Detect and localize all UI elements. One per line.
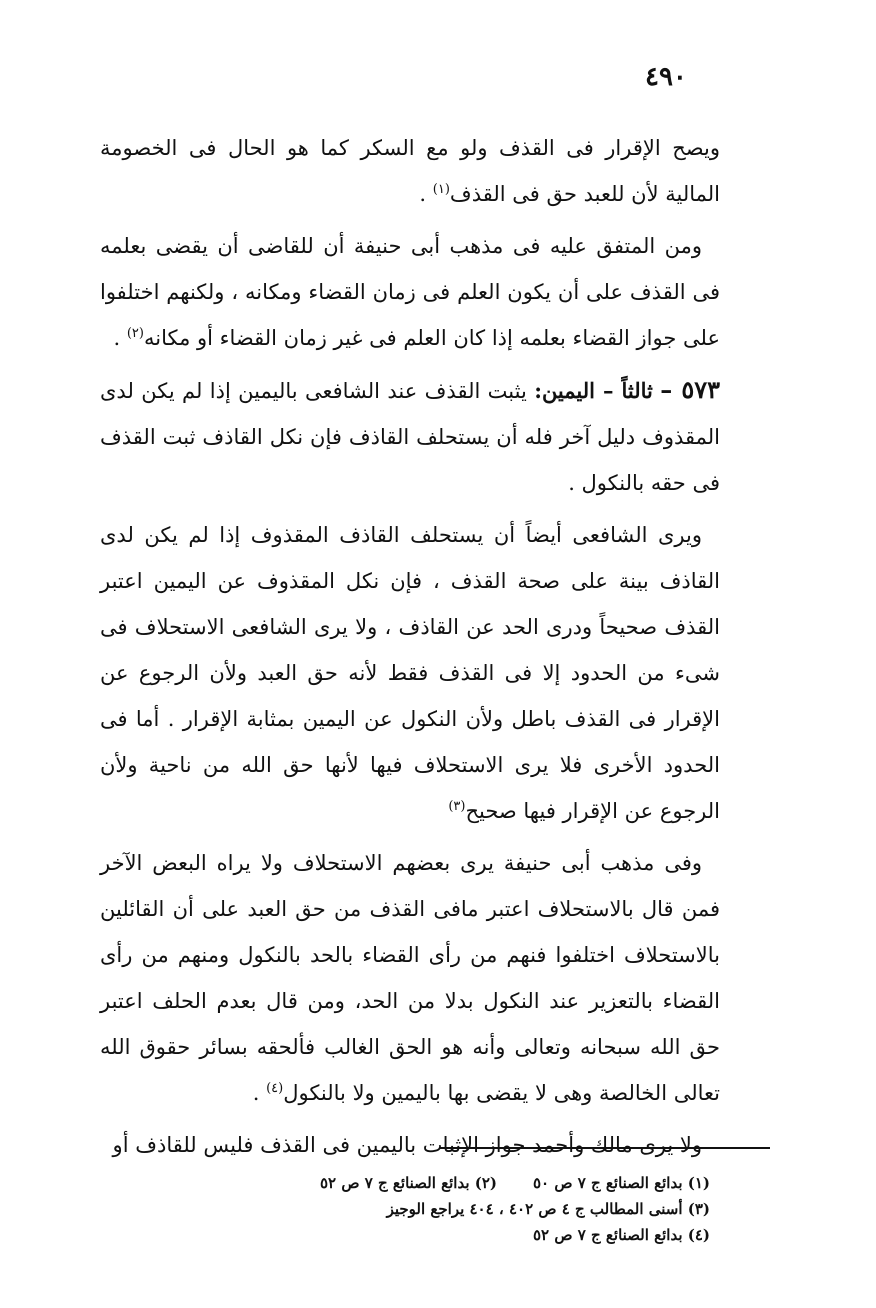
footnote-ref: (٣)	[448, 799, 466, 814]
paragraph-2	[100, 223, 720, 361]
paragraph-text: وفى مذهب أبى حنيفة يرى بعضهم الاستحلاف ولا يراه البعض الآخر فمن قال بالاستحلاف اعتبر مافى القذف من حق العبد على أن القائلين بالاستحلاف اختلفوا فنهم من رأى القضاء بالحد بالنكول ومنهم من رأى القضاء بالتعزير عند النكول بدلا من الحد، ومن قال بعدم الحلف اعتبر حق الله سبحانه وتعالى وأنه هو الحق الغالب فألحقه بسائر حقوق الله تعالى الخالصة وهى لا يقضى بها باليمين ولا بالنكول	[100, 851, 720, 1105]
paragraph-6	[100, 1122, 720, 1168]
paragraph-text: يثبت القذف عند الشافعى باليمين إذا لم يكن لدى المقذوف دليل آخر فله أن يستحلف القاذف فإن نكل القاذف ثبت القذف فى حقه بالنكول .	[100, 379, 720, 495]
footnote-2: (٢) بدائع الصنائع ج ٧ ص ٥٢	[320, 1174, 497, 1192]
paragraph-1	[100, 125, 720, 217]
footnote-ref: (١)	[432, 182, 450, 197]
paragraph-text: ويصح الإقرار فى القذف ولو مع السكر كما هو الحال فى الخصومة المالية لأن للعبد حق فى القذف	[100, 136, 720, 206]
paragraph-text: ومن المتفق عليه فى مذهب أبى حنيفة أن للقاضى أن يقضى بعلمه فى القذف على أن يكون العلم فى زمان القضاء ومكانه ، ولكنهم اختلفوا على جواز القضاء بعلمه إذا كان العلم فى غير زمان القضاء أو مكانه	[100, 234, 720, 350]
paragraph-4	[100, 512, 720, 834]
footnote-ref: (٤)	[266, 1081, 284, 1096]
footnotes	[200, 1170, 710, 1248]
footnote-line-1	[200, 1170, 710, 1196]
footnote-1: (١) بدائع الصنائع ج ٧ ص ٥٠	[533, 1174, 710, 1192]
page-number: ٤٩٠	[645, 62, 687, 92]
footnote-divider	[440, 1147, 770, 1149]
paragraph-text: ويرى الشافعى أيضاً أن يستحلف القاذف المقذوف إذا لم يكن لدى القاذف بينة على صحة القذف ، فإن نكل المقذوف عن اليمين اعتبر القذف صحيحاً ودرى الحد عن القاذف ، ولا يرى الشافعى الاستحلاف فى شىء من الحدود إلا فى القذف فقط لأنه حق العبد ولأن الرجوع عن الإقرار فى القذف باطل ولأن النكول عن اليمين بمثابة الإقرار . أما فى الحدود الأخرى فلا يرى الاستحلاف فيها لأنها حق الله من ناحية ولأن الرجوع عن الإقرار فيها صحيح	[100, 523, 720, 823]
paragraph-5	[100, 840, 720, 1116]
footnote-4: (٤) بدائع الصنائع ج ٧ ص ٥٢	[533, 1226, 710, 1244]
paragraph-text: ولا يرى مالك وأحمد جواز الإثبات باليمين فى القذف فليس للقاذف أو	[112, 1133, 702, 1157]
paragraph-tail: .	[252, 1081, 267, 1105]
paragraph-3	[100, 367, 720, 506]
section-heading: ثالثاً – اليمين:	[534, 378, 653, 403]
section-number: ٥٧٣ –	[660, 375, 720, 404]
paragraph-tail: .	[113, 326, 127, 350]
footnote-3: (٣) أسنى المطالب ج ٤ ص ٤٠٢ ، ٤٠٤ يراجع الوجيز	[386, 1200, 710, 1218]
footnote-ref: (٢)	[126, 326, 144, 341]
paragraph-tail: .	[419, 182, 433, 206]
main-text	[100, 125, 720, 1174]
